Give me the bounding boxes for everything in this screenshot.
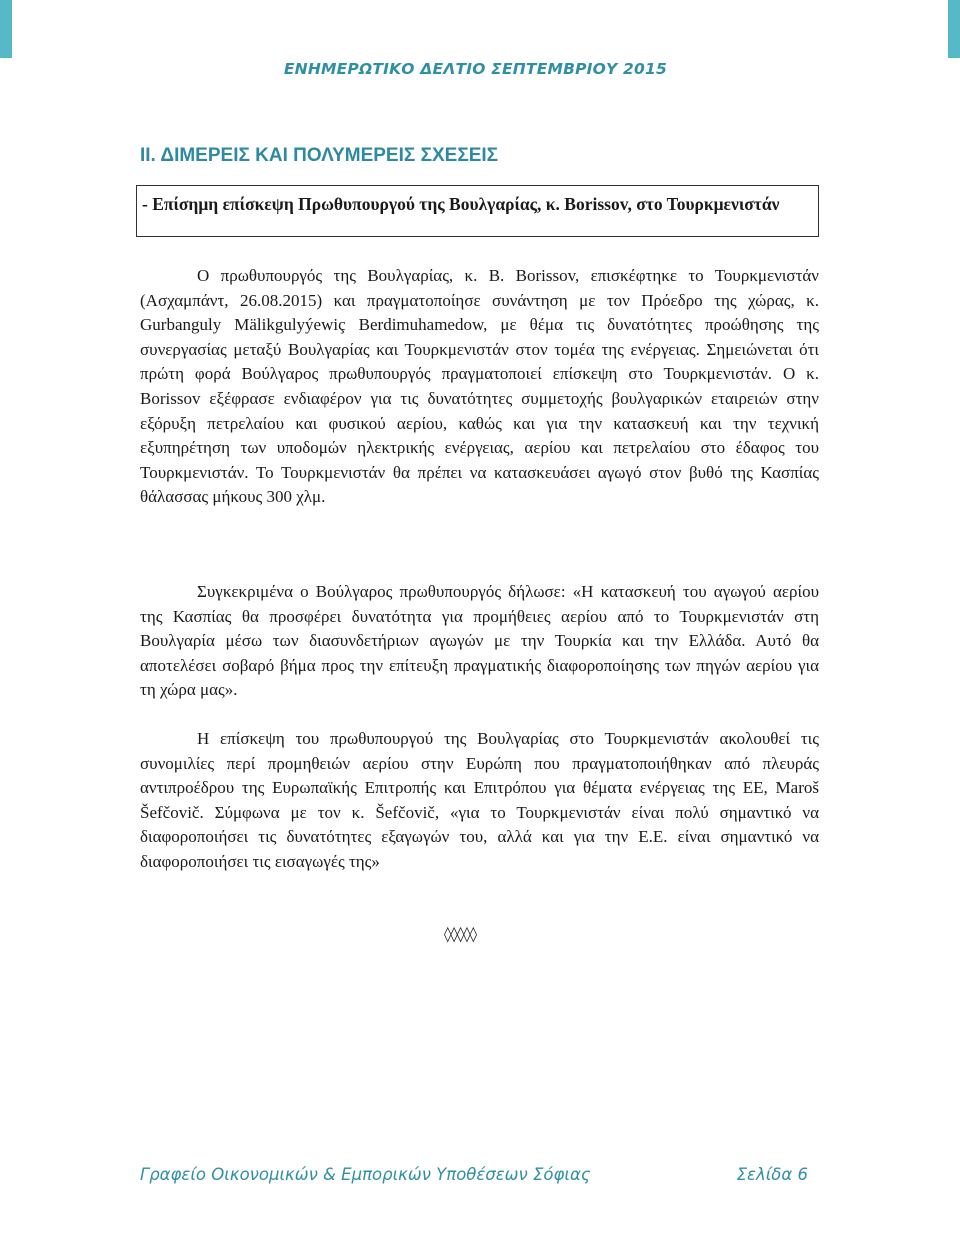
section-title: ΙΙ. ΔΙΜΕΡΕΙΣ ΚΑΙ ΠΟΛΥΜΕΡΕΙΣ ΣΧΕΣΕΙΣ [140, 145, 499, 166]
paragraph-statement: Συγκεκριμένα ο Βούλγαρος πρωθυπουργός δήλωσε: «Η κατασκευή του αγωγού αερίου της Κασπίας θα προσφέρει δυνατότητα για προμήθειες αερίου από το Τουρκμενιστάν στη Βουλγαρία μέσω των διασυνδετήριων αγωγών με την Τουρκία και την Ελλάδα. Αυτό θα αποτελέσει σοβαρό βήμα προς την επίτευξη πραγματικής διαφοροποίησης των πηγών αερίου για τη χώρα μας». [140, 582, 819, 700]
footer-page-number: Σελίδα 6 [736, 1165, 808, 1184]
separator-diamonds: ◊◊◊◊◊ [444, 925, 477, 943]
subject-text: - Επίσημη επίσκεψη Πρωθυπουργού της Βουλγαρίας, κ. Borissov, στο Τουρκμενιστάν [142, 194, 780, 214]
paragraph-eu-talks: Η επίσκεψη του πρωθυπουργού της Βουλγαρίας στο Τουρκμενιστάν ακολουθεί τις συνομιλίες περί προμηθειών αερίου στην Ευρώπη που πραγματοποιήθηκαν από πλευράς αντιπροέδρου της Ευρωπαϊκής Επιτροπής και Επιτρόπου για θέματα ενέργειας της ΕΕ, Maroš Šefčovič. Σύμφωνα με τον κ. Šefčovič, «για το Τουρκμενιστάν είναι πολύ σημαντικό να διαφοροποιήσει τις δυνατότητες εξαγωγών του, αλλά και για την Ε.Ε. είναι σημαντικό να διαφοροποιήσει τις εισαγωγές της» [140, 729, 819, 871]
subject-box [136, 185, 819, 237]
bulletin-header-title: ΕΝΗΜΕΡΩΤΙΚΟ ΔΕΛΤΙΟ ΣΕΠΤΕΜΒΡΙΟΥ 2015 [283, 60, 667, 78]
footer-office-name: Γραφείο Οικονομικών & Εμπορικών Υποθέσεων Σόφιας [140, 1165, 591, 1184]
paragraph-visit: Ο πρωθυπουργός της Βουλγαρίας, κ. Β. Borissov, επισκέφτηκε το Τουρκμενιστάν (Ασχαμπάντ, 26.08.2015) και πραγματοποίησε συνάντηση με τον Πρόεδρο της χώρας, κ. Gurbanguly Mälikgulyýewiç Berdimuhamedow, με θέμα τις δυνατότητες προώθησης της συνεργασίας μεταξύ Βουλγαρίας και Τουρκμενιστάν στον τομέα της ενέργειας. Σημειώνεται ότι πρώτη φορά Βούλγαρος πρωθυπουργός πραγματοποιεί επίσκεψη στο Τουρκμενιστάν. Ο κ. Borissov εξέφρασε ενδιαφέρον για τις δυνατότητες συμμετοχής βουλγαρικών εταιρειών στην εξόρυξη πετρελαίου και φυσικού αερίου, καθώς και για την κατασκευή και την τεχνική εξυπηρέτηση των υποδομών ηλεκτρικής ενέργειας, αερίου και πετρελαίου στο έδαφος του Τουρκμενιστάν. Το Τουρκμενιστάν θα πρέπει να κατασκευάσει αγωγό στον βυθό της Κασπίας θάλασσας μήκους 300 χλμ. [140, 266, 819, 507]
left-edge-bar [0, 0, 12, 58]
right-edge-bar [948, 0, 960, 58]
